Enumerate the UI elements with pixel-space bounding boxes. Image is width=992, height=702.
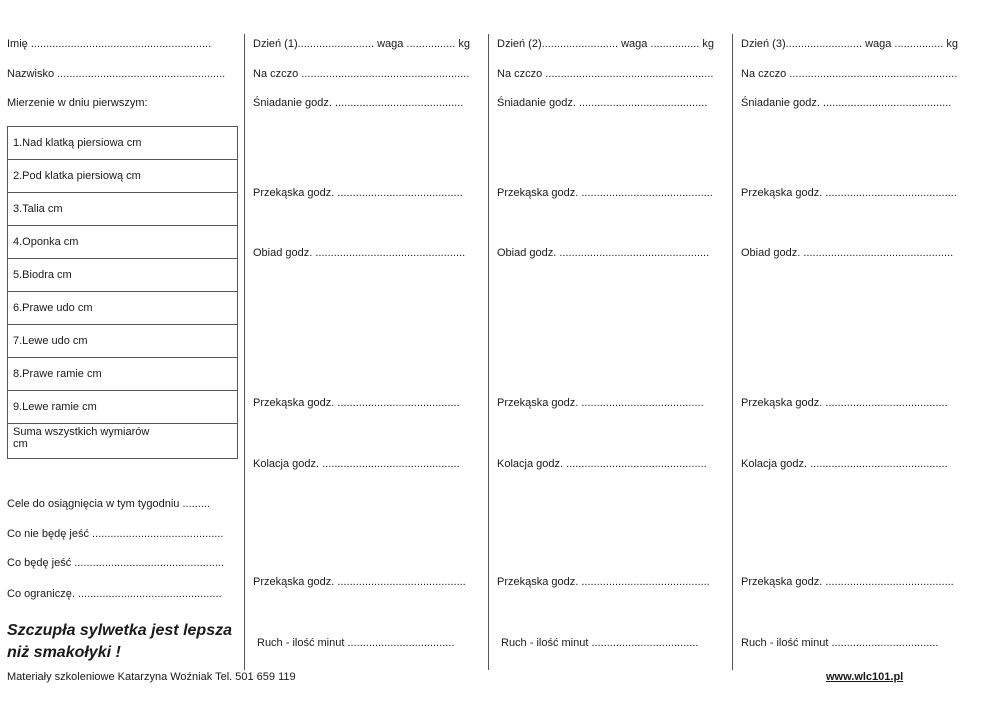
movement-field: Ruch - ilość minut ...................................: [257, 637, 455, 649]
wont-eat-field: Co nie będę jeść ...........................................: [7, 528, 224, 540]
sum-label: Suma wszystkich wymiarów: [13, 426, 150, 438]
measure-heading: Mierzenie w dniu pierwszym:: [7, 97, 148, 109]
column-divider: [488, 34, 489, 670]
snack-field: Przekąska godz. ........................................: [497, 397, 704, 409]
fasting-field: Na czczo .......................................................: [497, 68, 714, 80]
limit-field: Co ograniczę. ...............................................: [7, 588, 222, 600]
measurement-row: 9.Lewe ramie cm: [7, 391, 238, 424]
snack-field: Przekąska godz. ...........................................: [497, 187, 713, 199]
snack-field: Przekąska godz. .........................................: [253, 187, 463, 199]
snack-field: Przekąska godz. ..........................................: [741, 576, 954, 588]
measurement-row: 8.Prawe ramie cm: [7, 358, 238, 391]
measurement-sum-row: [7, 424, 238, 459]
dinner-field: Kolacja godz. .............................................: [253, 458, 460, 470]
snack-field: Przekąska godz. ...........................................: [741, 187, 957, 199]
measurement-row: 3.Talia cm: [7, 193, 238, 226]
movement-field: Ruch - ilość minut ...................................: [501, 637, 699, 649]
day-weight-field: Dzień (2)......................... waga ................ kg: [497, 38, 715, 50]
slogan-line: niż smakołyki !: [7, 644, 121, 661]
snack-field: Przekąska godz. ..........................................: [253, 576, 466, 588]
fasting-field: Na czczo .......................................................: [253, 68, 470, 80]
measurements-table: [7, 126, 238, 459]
snack-field: Przekąska godz. ..........................................: [497, 576, 710, 588]
dinner-field: Kolacja godz. ..............................................: [497, 458, 707, 470]
snack-field: Przekąska godz. ........................................: [741, 397, 948, 409]
day-weight-field: Dzień (3)......................... waga ................ kg: [741, 38, 959, 50]
day-weight-field: Dzień (1)......................... waga ................ kg: [253, 38, 471, 50]
movement-field: Ruch - ilość minut ...................................: [741, 637, 939, 649]
dinner-field: Kolacja godz. .............................................: [741, 458, 948, 470]
column-divider: [244, 34, 245, 670]
breakfast-field: Śniadanie godz. ..........................................: [253, 97, 464, 109]
breakfast-field: Śniadanie godz. ..........................................: [741, 97, 952, 109]
sum-unit: cm: [13, 438, 28, 450]
slogan-line: Szczupła sylwetka jest lepsza: [7, 622, 232, 639]
lunch-field: Obiad godz. .................................................: [253, 247, 466, 259]
goals-field: Cele do osiągnięcia w tym tygodniu .........: [7, 498, 210, 510]
column-divider: [732, 34, 733, 670]
fasting-field: Na czczo .......................................................: [741, 68, 958, 80]
will-eat-field: Co będę jeść .................................................: [7, 557, 225, 569]
surname-field: Nazwisko .......................................................: [7, 68, 226, 80]
breakfast-field: Śniadanie godz. ..........................................: [497, 97, 708, 109]
footer-materials: Materiały szkoleniowe Katarzyna Woźniak Tel. 501 659 119: [7, 671, 296, 683]
footer-website-link[interactable]: www.wlc101.pl: [826, 671, 904, 683]
snack-field: Przekąska godz. ........................................: [253, 397, 460, 409]
slogan: [7, 620, 232, 664]
lunch-field: Obiad godz. .................................................: [741, 247, 954, 259]
measurement-row: 5.Biodra cm: [7, 259, 238, 292]
measurement-row: 1.Nad klatką piersiowa cm: [7, 127, 238, 160]
measurement-row: 2.Pod klatka piersiową cm: [7, 160, 238, 193]
lunch-field: Obiad godz. .................................................: [497, 247, 710, 259]
measurement-row: 6.Prawe udo cm: [7, 292, 238, 325]
measurement-row: 4.Oponka cm: [7, 226, 238, 259]
measurement-row: 7.Lewe udo cm: [7, 325, 238, 358]
name-field: Imię ...........................................................: [7, 38, 212, 50]
